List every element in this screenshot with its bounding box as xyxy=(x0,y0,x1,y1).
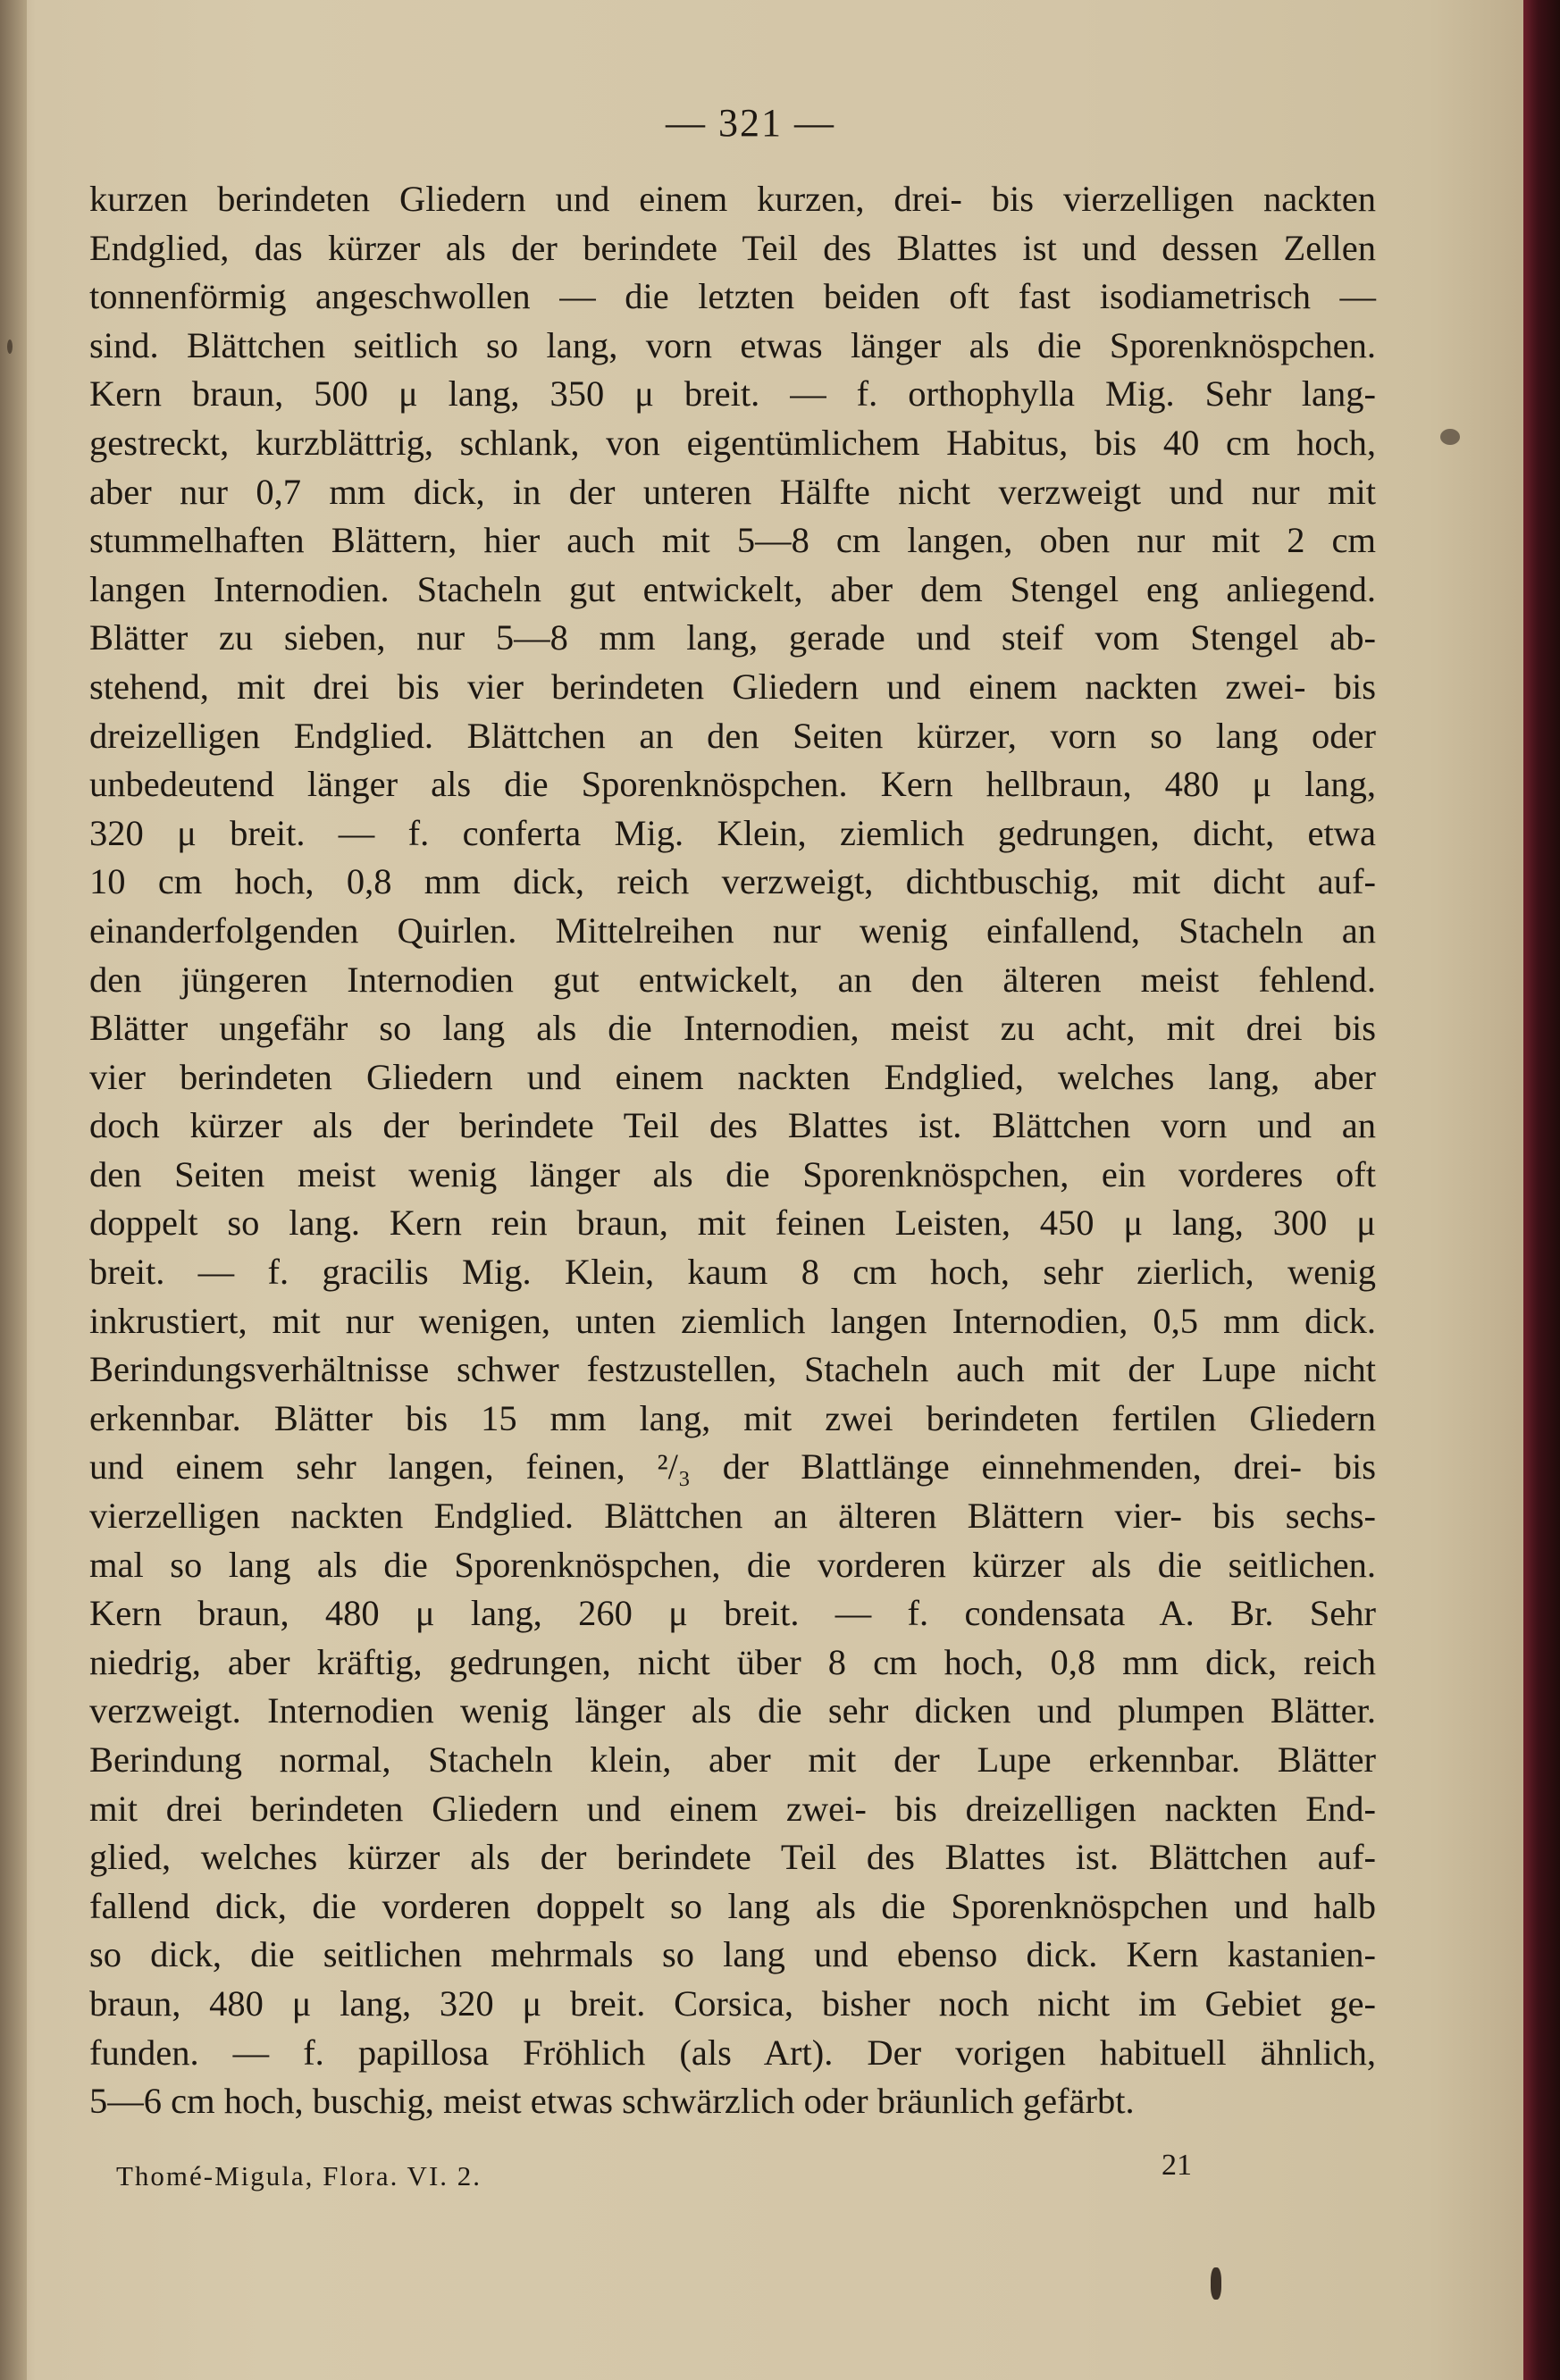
text-line: den Seiten meist wenig länger als die Sporenknöspchen, ein vorderes oft xyxy=(89,1153,1376,1194)
text-line: doppelt so lang. Kern rein braun, mit feinen Leisten, 450 μ lang, 300 μ xyxy=(89,1203,1376,1244)
page-gutter-shadow xyxy=(0,0,27,2380)
text-line: sind. Blättchen seitlich so lang, vorn etwas länger als die Sporenknöspchen. xyxy=(89,324,1376,365)
text-line: mit drei berindeten Gliedern und einem zwei- bis dreizelligen nackten End- xyxy=(89,1788,1376,1829)
text-line: unbedeutend länger als die Sporenknöspchen. Kern hellbraun, 480 μ lang, xyxy=(89,764,1376,805)
text-line: aber nur 0,7 mm dick, in der unteren Hälfte nicht verzweigt und nur mit xyxy=(89,471,1376,512)
text-line: braun, 480 μ lang, 320 μ breit. Corsica, bisher noch nicht im Gebiet ge- xyxy=(89,1982,1376,2024)
text-line: vier berindeten Gliedern und einem nackten Endglied, welches lang, aber xyxy=(89,1056,1376,1097)
text-line: Kern braun, 480 μ lang, 260 μ breit. — f. condensata A. Br. Sehr xyxy=(89,1593,1376,1634)
footer-citation: Thomé-Migula, Flora. VI. 2. xyxy=(116,2160,482,2191)
text-line: kurzen berindeten Gliedern und einem kurzen, drei- bis vierzelligen nackten xyxy=(89,179,1376,219)
signature-mark: 21 xyxy=(1162,2149,1192,2182)
ink-speck xyxy=(7,339,13,354)
text-line: niedrig, aber kräftig, gedrungen, nicht über 8 cm hoch, 0,8 mm dick, reich xyxy=(89,1641,1376,1682)
text-line: Berindungsverhältnisse schwer festzustellen, Stacheln auch mit der Lupe nicht xyxy=(89,1349,1376,1390)
text-line: breit. — f. gracilis Mig. Klein, kaum 8 cm hoch, sehr zierlich, wenig xyxy=(89,1252,1376,1293)
text-line: dreizelligen Endglied. Blättchen an den Seiten kürzer, vorn so lang oder xyxy=(89,715,1376,756)
text-line: einanderfolgenden Quirlen. Mittelreihen nur wenig einfallend, Stacheln an xyxy=(89,909,1376,951)
text-line: fallend dick, die vorderen doppelt so lang als die Sporenknöspchen und halb xyxy=(89,1885,1376,1926)
text-line: so dick, die seitlichen mehrmals so lang und ebenso dick. Kern kastanien- xyxy=(89,1934,1376,1975)
text-line: Blätter ungefähr so lang als die Internodien, meist zu acht, mit drei bis xyxy=(89,1008,1376,1049)
text-line: 10 cm hoch, 0,8 mm dick, reich verzweigt, dichtbuschig, mit dicht auf- xyxy=(89,861,1376,902)
ink-speck xyxy=(1440,429,1460,445)
text-line: den jüngeren Internodien gut entwickelt, an den älteren meist fehlend. xyxy=(89,959,1376,1000)
text-line: vierzelligen nackten Endglied. Blättchen an älteren Blättern vier- bis sechs- xyxy=(89,1496,1376,1537)
text-line: funden. — f. papillosa Fröhlich (als Art). Der vorigen habituell ähnlich, xyxy=(89,2032,1376,2073)
text-line: 5—6 cm hoch, buschig, meist etwas schwärzlich oder bräunlich gefärbt. xyxy=(89,2081,1135,2122)
text-line: erkennbar. Blätter bis 15 mm lang, mit zwei berindeten fertilen Gliedern xyxy=(89,1397,1376,1438)
text-line: verzweigt. Internodien wenig länger als die sehr dicken und plumpen Blätter. xyxy=(89,1690,1376,1731)
text-line: stummelhaften Blättern, hier auch mit 5—8 cm langen, oben nur mit 2 cm xyxy=(89,520,1376,561)
text-line: langen Internodien. Stacheln gut entwickelt, aber dem Stengel eng anliegend. xyxy=(89,568,1376,609)
page-number: — 321 — xyxy=(666,101,835,145)
text-line: Berindung normal, Stacheln klein, aber mit der Lupe erkennbar. Blätter xyxy=(89,1739,1376,1780)
text-line: doch kürzer als der berindete Teil des Blattes ist. Blättchen vorn und an xyxy=(89,1105,1376,1146)
text-line: Endglied, das kürzer als der berindete Teil des Blattes ist und dessen Zellen xyxy=(89,227,1376,268)
text-line: gestreckt, kurzblättrig, schlank, von eigentümlichem Habitus, bis 40 cm hoch, xyxy=(89,422,1376,463)
text-line: 320 μ breit. — f. conferta Mig. Klein, ziemlich gedrungen, dicht, etwa xyxy=(89,812,1376,853)
text-line: und einem sehr langen, feinen, ²/₃ der Blattlänge einnehmenden, drei- bis xyxy=(89,1446,1376,1488)
body-text xyxy=(89,175,1376,2126)
text-line: glied, welches kürzer als der berindete Teil des Blattes ist. Blättchen auf- xyxy=(89,1837,1376,1878)
text-line: stehend, mit drei bis vier berindeten Gliedern und einem nackten zwei- bis xyxy=(89,666,1376,707)
book-cover-edge xyxy=(1523,0,1560,2380)
text-line: Blätter zu sieben, nur 5—8 mm lang, gerade und steif vom Stengel ab- xyxy=(89,617,1376,658)
text-line: Kern braun, 500 μ lang, 350 μ breit. — f. orthophylla Mig. Sehr lang- xyxy=(89,373,1376,415)
text-line: mal so lang als die Sporenknöspchen, die vorderen kürzer als die seitlichen. xyxy=(89,1544,1376,1585)
ink-speck xyxy=(1211,2267,1221,2300)
text-line: inkrustiert, mit nur wenigen, unten ziemlich langen Internodien, 0,5 mm dick. xyxy=(89,1300,1376,1341)
text-line: tonnenförmig angeschwollen — die letzten beiden oft fast isodiametrisch — xyxy=(89,276,1376,317)
